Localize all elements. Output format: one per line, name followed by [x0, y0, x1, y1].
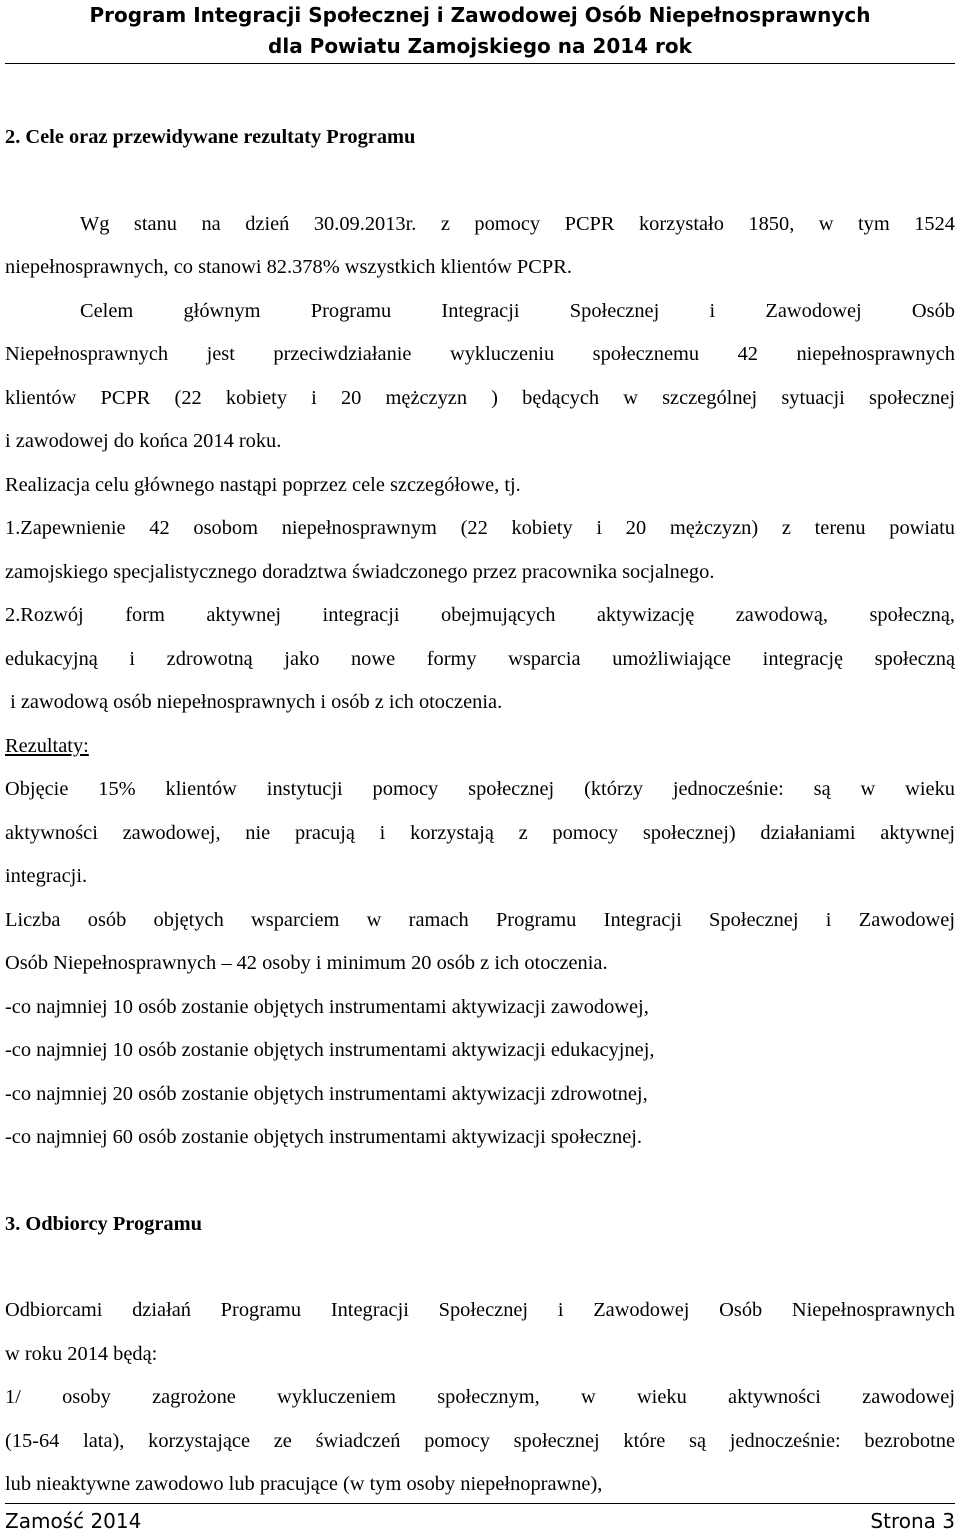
list-item: -co najmniej 60 osób zostanie objętych instrumentami aktywizacji społecznej. [5, 1126, 643, 1148]
paragraph-line: klientów PCPR (22 kobiety i 20 mężczyzn ) będących w szczególnej sytuacji społecznej [5, 386, 955, 409]
header-subtitle: dla Powiatu Zamojskiego na 2014 rok [268, 34, 692, 58]
goal-1-line: zamojskiego specjalistycznego doradztwa świadczonego przez pracownika socjalnego. [5, 560, 715, 583]
goal-2-line: i zawodową osób niepełnosprawnych i osób z ich otoczenia. [5, 691, 503, 713]
page-header [0, 0, 960, 62]
section-3-heading: 3. Odbiorcy Programu [5, 1212, 202, 1235]
list-item: -co najmniej 20 osób zostanie objętych instrumentami aktywizacji zdrowotnej, [5, 1082, 648, 1105]
list-item: -co najmniej 10 osób zostanie objętych instrumentami aktywizacji edukacyjnej, [5, 1039, 655, 1061]
paragraph-line: 1/ osoby zagrożone wykluczeniem społecznym, w wieku aktywności zawodowej [5, 1386, 955, 1408]
paragraph-line: i zawodowej do końca 2014 roku. [5, 430, 282, 452]
paragraph-line: (15-64 lata), korzystające ze świadczeń pomocy społecznej które są jednocześnie: bezrobotne [5, 1429, 955, 1452]
list-item: -co najmniej 10 osób zostanie objętych instrumentami aktywizacji zawodowej, [5, 995, 649, 1018]
result-2-line: Osób Niepełnosprawnych – 42 osoby i minimum 20 osób z ich otoczenia. [5, 952, 608, 974]
footer-place-year: Zamość 2014 [5, 1509, 142, 1533]
paragraph-line: w roku 2014 będą: [5, 1342, 158, 1365]
footer-divider [5, 1503, 955, 1504]
results-label: Rezultaty: [5, 734, 89, 757]
result-1-line: integracji. [5, 865, 88, 887]
result-2-line: Liczba osób objętych wsparciem w ramach Programu Integracji Społecznej i Zawodowej [5, 908, 955, 931]
header-divider [5, 63, 955, 64]
paragraph-line: lub nieaktywne zawodowo lub pracujące (w tym osoby niepełnoprawne), [5, 1473, 603, 1495]
page-footer [5, 1507, 955, 1535]
goal-2-line: edukacyjną i zdrowotną jako nowe formy wsparcia umożliwiające integrację społeczną [5, 647, 955, 670]
paragraph-line: Niepełnosprawnych jest przeciwdziałanie wykluczeniu społecznemu 42 niepełnosprawnych [5, 343, 955, 365]
result-1-line: Objęcie 15% klientów instytucji pomocy społecznej (którzy jednocześnie: są w wieku [5, 778, 955, 800]
section-2-heading: 2. Cele oraz przewidywane rezultaty Programu [5, 126, 416, 148]
header-title: Program Integracji Społecznej i Zawodowej Osób Niepełnosprawnych [89, 3, 871, 27]
paragraph-line: Odbiorcami działań Programu Integracji Społecznej i Zawodowej Osób Niepełnosprawnych [5, 1299, 955, 1321]
page-number: Strona 3 [870, 1509, 955, 1533]
paragraph-line: Realizacja celu głównego nastąpi poprzez cele szczegółowe, tj. [5, 473, 521, 496]
goal-1-line: 1.Zapewnienie 42 osobom niepełnosprawnym (22 kobiety i 20 mężczyzn) z terenu powiatu [5, 517, 955, 539]
result-1-line: aktywności zawodowej, nie pracują i korzystają z pomocy społecznej) działaniami aktywnej [5, 821, 955, 844]
paragraph-line: Wg stanu na dzień 30.09.2013r. z pomocy PCPR korzystało 1850, w tym 1524 [80, 212, 955, 235]
goal-2-line: 2.Rozwój form aktywnej integracji obejmujących aktywizację zawodową, społeczną, [5, 604, 955, 626]
paragraph-line: Celem głównym Programu Integracji Społecznej i Zawodowej Osób [80, 299, 955, 322]
document-body [5, 116, 955, 1507]
paragraph-line: niepełnosprawnych, co stanowi 82.378% wszystkich klientów PCPR. [5, 256, 572, 278]
